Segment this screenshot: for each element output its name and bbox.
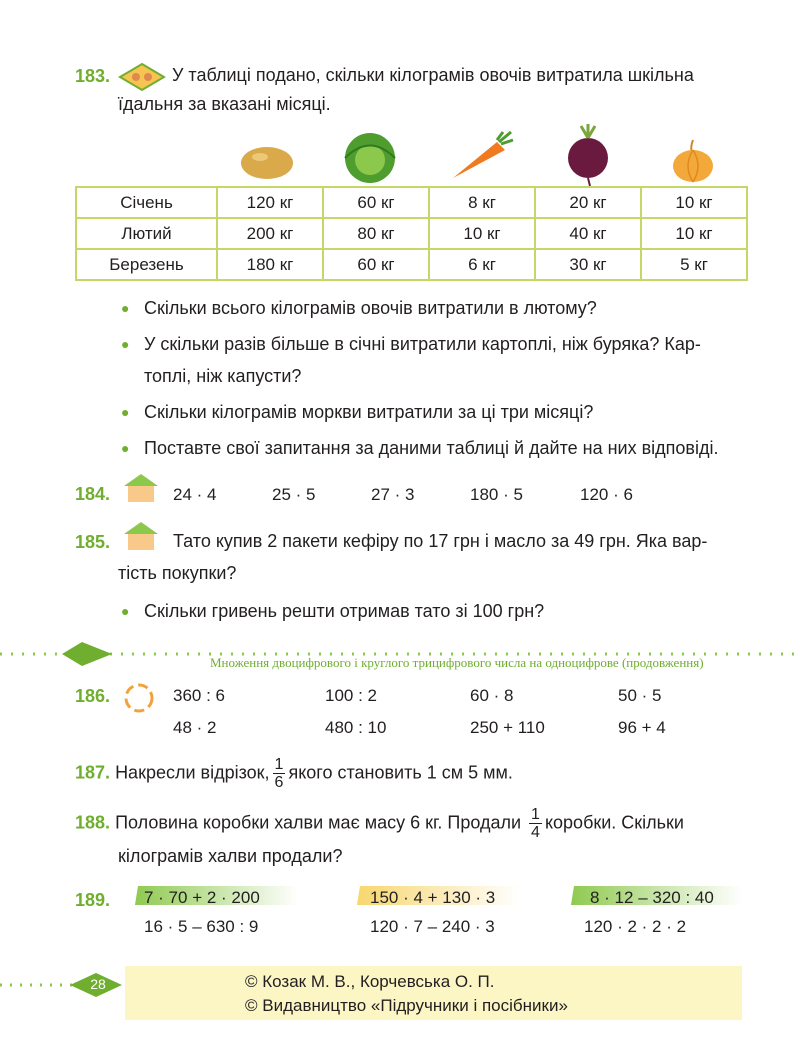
task-183-question-3: Скільки кілограмів моркви витратили за ці три місяці? [144, 402, 594, 422]
task-184-expr: 25 · 5 [272, 485, 316, 504]
task-185-question-1: Скільки гривень решти отримав тато зі 100 грн? [144, 601, 545, 621]
value-cell: 60 кг [323, 249, 429, 280]
task-186-expr: 480 : 10 [325, 718, 387, 737]
month-cell: Січень [76, 187, 217, 218]
fraction-denominator: 6 [274, 774, 284, 791]
fraction [273, 756, 286, 791]
value-cell: 200 кг [217, 218, 323, 249]
value-cell: 180 кг [217, 249, 323, 280]
potato-icon [238, 140, 296, 182]
task-183-question-4: Поставте свої запитання за даними таблиці й дайте на них відповіді. [144, 438, 719, 458]
task-189-expr: 16 · 5 – 630 : 9 [144, 917, 259, 936]
task-186-expr: 60 · 8 [470, 686, 514, 705]
task-184-expr: 27 · 3 [371, 485, 415, 504]
carrot-icon [445, 130, 515, 184]
task-187-text-after: якого становить 1 см 5 мм. [288, 762, 513, 783]
task-186-expr: 250 + 110 [470, 718, 545, 737]
value-cell: 10 кг [429, 218, 535, 249]
value-cell: 10 кг [641, 218, 747, 249]
value-cell: 8 кг [429, 187, 535, 218]
task-188-text-before: Половина коробки халви має масу 6 кг. Продали [115, 812, 522, 833]
task-186-expr: 360 : 6 [173, 686, 225, 705]
value-cell: 20 кг [535, 187, 641, 218]
task-188-number: 188. [75, 812, 111, 833]
task-186-expr: 100 : 2 [325, 686, 377, 705]
task-189-expr: 120 · 7 – 240 · 3 [370, 917, 495, 936]
task-186-expr: 96 + 4 [618, 718, 666, 737]
vegetable-table [75, 186, 748, 281]
table-row [76, 187, 747, 218]
task-183-question-2b: топлі, ніж капусти? [144, 366, 302, 386]
task-184-number: 184. [75, 484, 111, 504]
beetroot-icon [553, 124, 623, 186]
table-row [76, 249, 747, 280]
task-189-number: 189. [75, 890, 111, 910]
value-cell: 5 кг [641, 249, 747, 280]
onion-icon [668, 136, 718, 184]
task-187 [75, 756, 513, 791]
bullet-icon: ● [121, 440, 130, 456]
value-cell: 120 кг [217, 187, 323, 218]
task-185-line1: Тато купив 2 пакети кефіру по 17 грн і масло за 49 грн. Яка вар- [173, 531, 708, 551]
cabbage-icon [335, 128, 405, 184]
value-cell: 10 кг [641, 187, 747, 218]
copyright-line-1: © Козак М. В., Корчевська О. П. [245, 972, 495, 991]
fraction [529, 806, 542, 841]
task-189-expr: 7 · 70 + 2 · 200 [144, 888, 260, 907]
task-187-number: 187. [75, 762, 111, 783]
expr-group-2 [352, 880, 520, 942]
task-185-number: 185. [75, 532, 111, 552]
task-188-line2: кілограмів халви продали? [118, 846, 343, 866]
pair-work-icon [118, 62, 166, 92]
bullet-icon: ● [121, 300, 130, 316]
task-189-expr: 8 · 12 – 320 : 40 [590, 888, 714, 907]
cycle-icon [118, 678, 160, 718]
task-183-line1: У таблиці подано, скільки кілограмів овочів витратила шкільна [172, 65, 694, 85]
home-task-icon [122, 472, 160, 504]
value-cell: 40 кг [535, 218, 641, 249]
task-187-text-before: Накресли відрізок, [115, 762, 270, 783]
task-184-expr: 24 · 4 [173, 485, 217, 504]
bullet-icon: ● [121, 336, 130, 352]
bullet-icon: ● [121, 404, 130, 420]
home-task-icon [122, 520, 160, 552]
task-189-expr: 150 · 4 + 130 · 3 [370, 888, 496, 907]
table-row [76, 218, 747, 249]
task-183-question-1: Скільки всього кілограмів овочів витратили в лютому? [144, 298, 597, 318]
task-185-line2: тість покупки? [118, 563, 237, 583]
task-188 [75, 806, 684, 841]
copyright-box [125, 966, 742, 1020]
bullet-icon: ● [121, 603, 130, 619]
task-183-question-2a: У скільки разів більше в січні витратили картоплі, ніж буряка? Кар- [144, 334, 701, 354]
task-186-number: 186. [75, 686, 111, 706]
task-184-expr: 180 · 5 [470, 485, 523, 504]
expr-group-1 [130, 880, 298, 942]
value-cell: 6 кг [429, 249, 535, 280]
copyright-line-2: © Видавництво «Підручники і посібники» [245, 996, 568, 1015]
value-cell: 30 кг [535, 249, 641, 280]
fraction-denominator: 4 [531, 824, 540, 841]
task-186-expr: 50 · 5 [618, 686, 662, 705]
fraction-numerator: 1 [274, 756, 284, 773]
month-cell: Лютий [76, 218, 217, 249]
task-183-line2: їдальня за вказані місяці. [118, 94, 331, 114]
page-number: 28 [90, 976, 106, 992]
month-cell: Березень [76, 249, 217, 280]
value-cell: 60 кг [323, 187, 429, 218]
task-186-expr: 48 · 2 [173, 718, 217, 737]
value-cell: 80 кг [323, 218, 429, 249]
fraction-numerator: 1 [531, 806, 540, 823]
task-189-expr: 120 · 2 · 2 · 2 [584, 917, 687, 936]
task-183-number: 183. [75, 66, 111, 86]
task-184-expr: 120 · 6 [580, 485, 633, 504]
task-188-text-after: коробки. Скільки [544, 812, 684, 833]
section-title: Множення двоцифрового і круглого трицифрового числа на одноцифрове (продовження) [210, 655, 704, 670]
expr-group-3 [566, 880, 742, 942]
